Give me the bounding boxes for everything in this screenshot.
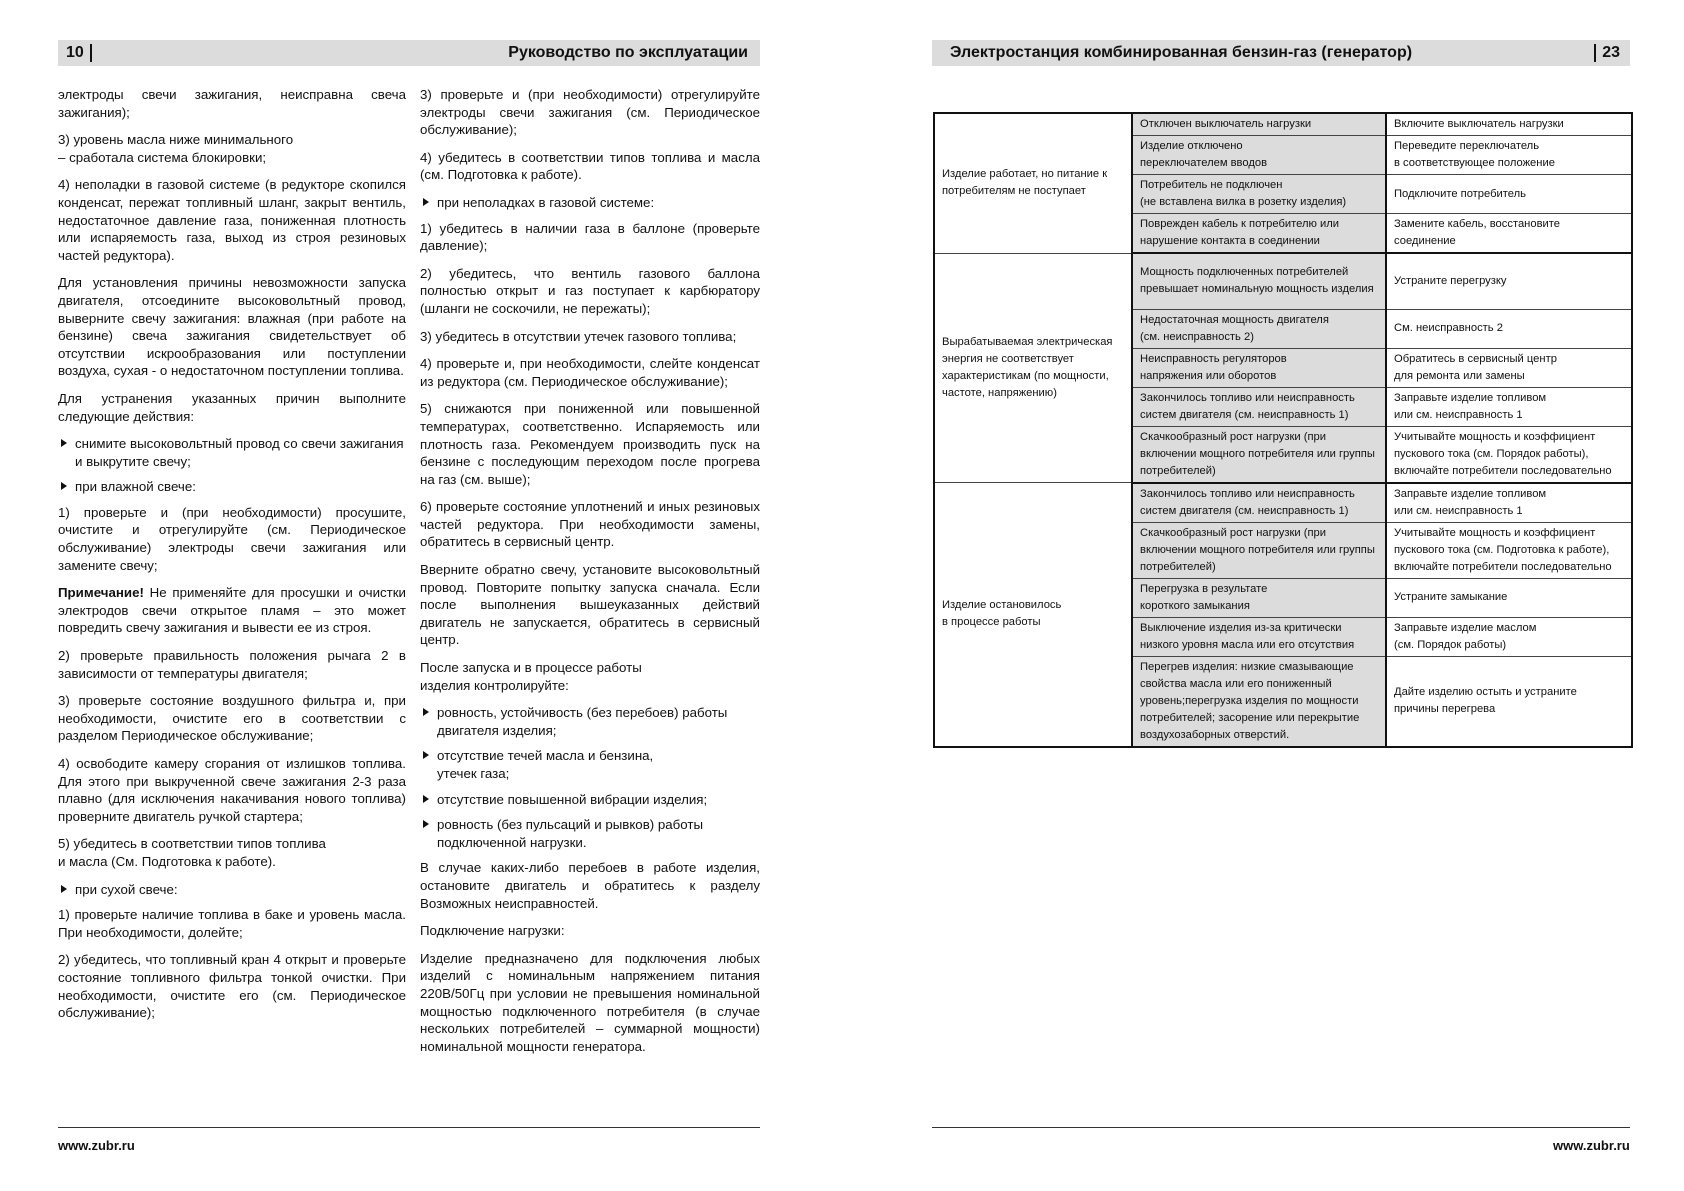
cause-cell: Закончилось топливо или неисправность систем двигателя (см. неисправность 1) <box>1132 387 1386 426</box>
paragraph: Для устранения указанных причин выполните следующие действия: <box>58 390 406 424</box>
remedy-cell: Замените кабель, восстановите соединение <box>1386 214 1632 254</box>
left-footer-url[interactable]: www.zubr.ru <box>58 1138 135 1153</box>
bullet-item: отсутствие повышенной вибрации изделия; <box>420 791 760 809</box>
paragraph: Для установления причины невозможности запуска двигателя, отсоедините высоковольтный провод, выверните свечу зажигания: влажная (при работе на бензине) свеча зажигания свидетельствует об отсутствии искрообразования или поступлении воздуха, сухая - о недостаточном поступлении топлива. <box>58 275 406 379</box>
left-column-2 <box>420 86 760 1065</box>
paragraph: 5) снижаются при пониженной или повышенной температурах, соответственно. Испаряемость или плотность газа. Рекомендуем производить пуск на бензине с последующим переходом после прогрева на газ (см. выше); <box>420 401 760 487</box>
paragraph: 3) уровень масла ниже минимального – сработала система блокировки; <box>58 132 294 165</box>
cause-cell: Скачкообразный рост нагрузки (при включении мощного потребителя или группы потребителей) <box>1132 522 1386 578</box>
note-text: Не применяйте для просушки и очистки электродов свечи открытое пламя – это может повредить свечу зажигания и вывести ее из строя. <box>58 585 406 636</box>
cause-cell: Перегрузка в результате короткого замыкания <box>1132 578 1386 617</box>
paragraph: 4) освободите камеру сгорания от излишков топлива. Для этого при выкрученной свече зажигания 2-3 раза плавно (для исключения накачивания нового топлива) проверните двигатель ручкой стартера; <box>58 756 406 824</box>
right-page-header-title: Электростанция комбинированная бензин-газ (генератор) <box>950 44 1413 61</box>
left-page-header <box>58 40 760 66</box>
right-page-number-block <box>1588 44 1620 62</box>
paragraph: Вверните обратно свечу, установите высоковольтный провод. Повторите попытку запуска сначала. Если после выполнения вышеуказанных действий двигатель не запускается, обратитесь в сервисный центр. <box>420 562 760 648</box>
table-row <box>934 483 1632 523</box>
note-label: Примечание! <box>58 585 144 601</box>
remedy-cell: Дайте изделию остыть и устраните причины перегрева <box>1386 656 1632 747</box>
bullet-item: при сухой свече: <box>58 881 406 899</box>
paragraph: Изделие предназначено для подключения любых изделий с номинальным напряжением питания 220В/50Гц при условии не превышения номинальной мощностью подключенного потребителя (в случае нескольких потребителей – суммарной мощности) номинальной мощности генератора. <box>420 950 760 1054</box>
paragraph: 2) убедитесь, что топливный кран 4 открыт и проверьте состояние топливного фильтра тонкой очистки. При необходимости, очистите его (см. Периодическое обслуживание); <box>58 952 406 1021</box>
right-footer-rule <box>932 1127 1630 1128</box>
bullet-item: ровность (без пульсаций и рывков) работы подключенной нагрузки. <box>420 816 760 851</box>
problem-cell: Вырабатываемая электрическая энергия не соответствует характеристикам (по мощности, частоте, напряжению) <box>934 253 1132 483</box>
paragraph: В случае каких-либо перебоев в работе изделия, остановите двигатель и обратитесь к разделу Возможных неисправностей. <box>420 860 760 911</box>
paragraph: 4) неполадки в газовой системе (в редукторе скопился конденсат, пережат топливный шланг, закрыт вентиль, недостаточное давление газа, пониженная плотность или испаряемость газа, выход из строя резиновых частей редуктора). <box>58 177 406 263</box>
paragraph: 3) убедитесь в отсутствии утечек газового топлива; <box>420 328 737 344</box>
cause-cell: Мощность подключенных потребителей превышает номинальную мощность изделия <box>1132 253 1386 309</box>
left-column-1 <box>58 86 406 1032</box>
paragraph: 1) убедитесь в наличии газа в баллоне (проверьте давление); <box>420 220 760 254</box>
remedy-cell: Устраните перегрузку <box>1386 253 1632 309</box>
left-page-header-title: Руководство по эксплуатации <box>508 44 748 61</box>
cause-cell: Перегрев изделия: низкие смазывающие свойства масла или его пониженный уровень;перегрузка изделия по мощности потребителей; засорение или перекрытие воздухозаборных отверстий. <box>1132 656 1386 747</box>
remedy-cell: См. неисправность 2 <box>1386 309 1632 348</box>
right-footer-url[interactable]: www.zubr.ru <box>1553 1138 1630 1153</box>
paragraph: Подключение нагрузки: <box>420 923 565 939</box>
remedy-cell: Учитывайте мощность и коэффициент пускового тока (см. Порядок работы), включайте потребители последовательно <box>1386 426 1632 483</box>
paragraph: 4) проверьте и, при необходимости, слейте конденсат из редуктора (см. Периодическое обслуживание); <box>420 356 760 389</box>
bullet-item: снимите высоковольтный провод со свечи зажигания и выкрутите свечу; <box>58 435 406 470</box>
paragraph: 6) проверьте состояние уплотнений и иных резиновых частей редуктора. При необходимости замены, обратитесь в сервисный центр. <box>420 499 760 550</box>
table-row <box>934 113 1632 136</box>
remedy-cell: Заправьте изделие топливом или см. неисправность 1 <box>1386 387 1632 426</box>
paragraph: 4) убедитесь в соответствии типов топлива и масла (см. Подготовка к работе). <box>420 149 760 183</box>
remedy-cell: Переведите переключатель в соответствующее положение <box>1386 136 1632 175</box>
cause-cell: Скачкообразный рост нагрузки (при включении мощного потребителя или группы потребителей) <box>1132 426 1386 483</box>
cause-cell: Неисправность регуляторов напряжения или оборотов <box>1132 348 1386 387</box>
paragraph: 1) проверьте наличие топлива в баке и уровень масла. При необходимости, долейте; <box>58 907 406 940</box>
paragraph: 3) проверьте и (при необходимости) отрегулируйте электроды свечи зажигания (см. Периодическое обслуживание); <box>420 87 760 138</box>
left-page-number-block <box>66 44 98 62</box>
paragraph: 2) проверьте правильность положения рычага 2 в зависимости от температуры двигателя; <box>58 648 406 681</box>
paragraph: 5) убедитесь в соответствии типов топлива и масла (См. Подготовка к работе). <box>58 836 326 869</box>
bullet-item: при влажной свече: <box>58 478 406 496</box>
remedy-cell: Учитывайте мощность и коэффициент пускового тока (см. Подготовка к работе), включайте потребители последовательно <box>1386 522 1632 578</box>
bullet-item: ровность, устойчивость (без перебоев) работы двигателя изделия; <box>420 704 760 739</box>
right-page-number: 23 <box>1602 44 1620 61</box>
table-row <box>934 253 1632 309</box>
problem-cell: Изделие работает, но питание к потребителям не поступает <box>934 113 1132 253</box>
cause-cell: Отключен выключатель нагрузки <box>1132 113 1386 136</box>
paragraph: После запуска и в процессе работы изделия контролируйте: <box>420 660 642 693</box>
note-paragraph <box>58 584 406 637</box>
right-page-header <box>932 40 1630 66</box>
left-footer-rule <box>58 1127 760 1128</box>
left-page-number: 10 <box>66 44 84 61</box>
cause-cell: Изделие отключено переключателем вводов <box>1132 136 1386 175</box>
right-page <box>842 0 1684 1191</box>
page-number-divider <box>1594 44 1596 62</box>
remedy-cell: Обратитесь в сервисный центр для ремонта или замены <box>1386 348 1632 387</box>
troubleshooting-table <box>933 112 1633 748</box>
bullet-item: отсутствие течей масла и бензина, утечек газа; <box>420 747 760 782</box>
problem-cell: Изделие остановилось в процессе работы <box>934 483 1132 747</box>
cause-cell: Выключение изделия из-за критически низкого уровня масла или его отсутствия <box>1132 617 1386 656</box>
paragraph: 2) убедитесь, что вентиль газового баллона полностью открыт и газ поступает к карбюратору (шланги не соскочили, не пережаты); <box>420 265 760 316</box>
cause-cell: Недостаточная мощность двигателя (см. неисправность 2) <box>1132 309 1386 348</box>
remedy-cell: Включите выключатель нагрузки <box>1386 113 1632 136</box>
remedy-cell: Заправьте изделие маслом (см. Порядок работы) <box>1386 617 1632 656</box>
cause-cell: Поврежден кабель к потребителю или нарушение контакта в соединении <box>1132 214 1386 254</box>
paragraph: электроды свечи зажигания, неисправна свеча зажигания); <box>58 87 406 120</box>
remedy-cell: Заправьте изделие топливом или см. неисправность 1 <box>1386 483 1632 523</box>
cause-cell: Потребитель не подключен (не вставлена вилка в розетку изделия) <box>1132 175 1386 214</box>
page-number-divider <box>90 44 92 62</box>
remedy-cell: Устраните замыкание <box>1386 578 1632 617</box>
paragraph: 3) проверьте состояние воздушного фильтра и, при необходимости, очистите его в соответствии с разделом Периодическое обслуживание; <box>58 693 406 744</box>
paragraph: 1) проверьте и (при необходимости) просушите, очистите и отрегулируйте (см. Периодическое обслуживание) электроды свечи зажигания или замените свечу; <box>58 504 406 573</box>
cause-cell: Закончилось топливо или неисправность систем двигателя (см. неисправность 1) <box>1132 483 1386 523</box>
bullet-item: при неполадках в газовой системе: <box>420 194 760 212</box>
remedy-cell: Подключите потребитель <box>1386 175 1632 214</box>
